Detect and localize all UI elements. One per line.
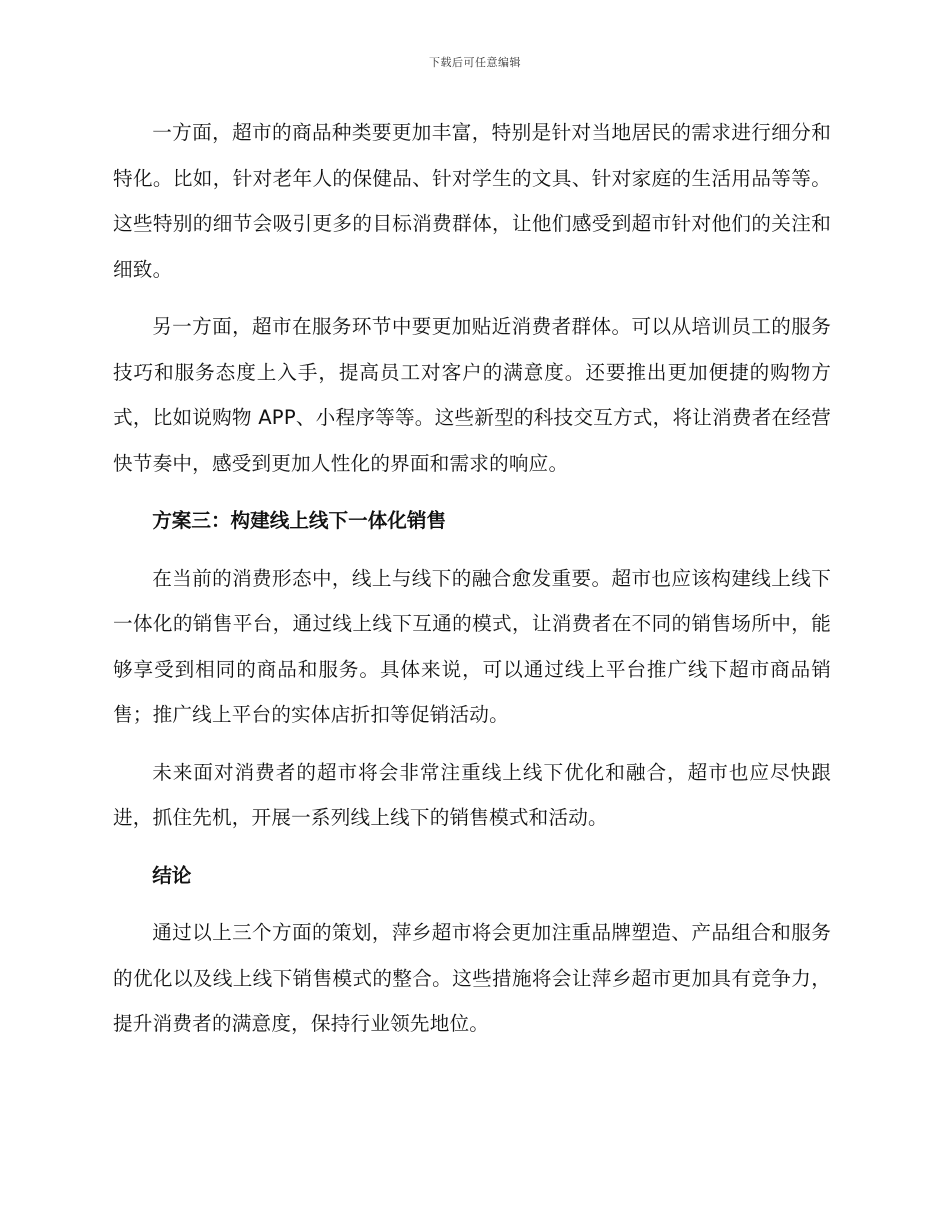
paragraph-conclusion: 通过以上三个方面的策划，萍乡超市将会更加注重品牌塑造、产品组合和服务的优化以及线上线下销售模式的整合。这些措施将会让萍乡超市更加具有竞争力，提升消费者的满意度，保持行业领先地位。 — [113, 921, 831, 1035]
section-heading-plan-three: 方案三：构建线上线下一体化销售 — [152, 509, 447, 532]
paragraph-future: 未来面对消费者的超市将会非常注重线上线下优化和融合，超市也应尽快跟进，抓住先机，开展一系列线上线下的销售模式和活动。 — [113, 760, 831, 829]
paragraph-product-variety: 一方面，超市的商品种类要更加丰富，特别是针对当地居民的需求进行细分和特化。比如，针对老年人的保健品、针对学生的文具、针对家庭的生活用品等等。这些特别的细节会吸引更多的目标消费群体，让他们感受到超市针对他们的关注和细致。 — [113, 121, 831, 281]
paragraph-online-offline: 在当前的消费形态中，线上与线下的融合愈发重要。超市也应该构建线上线下一体化的销售平台，通过线上线下互通的模式，让消费者在不同的销售场所中，能够享受到相同的商品和服务。具体来说，可以通过线上平台推广线下超市商品销售；推广线上平台的实体店折扣等促销活动。 — [113, 566, 831, 726]
header-note: 下载后可任意编辑 — [429, 56, 521, 69]
paragraph-service: 另一方面，超市在服务环节中要更加贴近消费者群体。可以从培训员工的服务技巧和服务态度上入手，提高员工对客户的满意度。还要推出更加便捷的购物方式，比如说购物 APP、小程序等等。这些新型的科技交互方式，将让消费者在经营快节奏中，感受到更加人性化的界面和需求的响应。 — [113, 315, 831, 475]
section-heading-conclusion: 结论 — [152, 863, 192, 887]
document-body — [113, 110, 831, 1059]
